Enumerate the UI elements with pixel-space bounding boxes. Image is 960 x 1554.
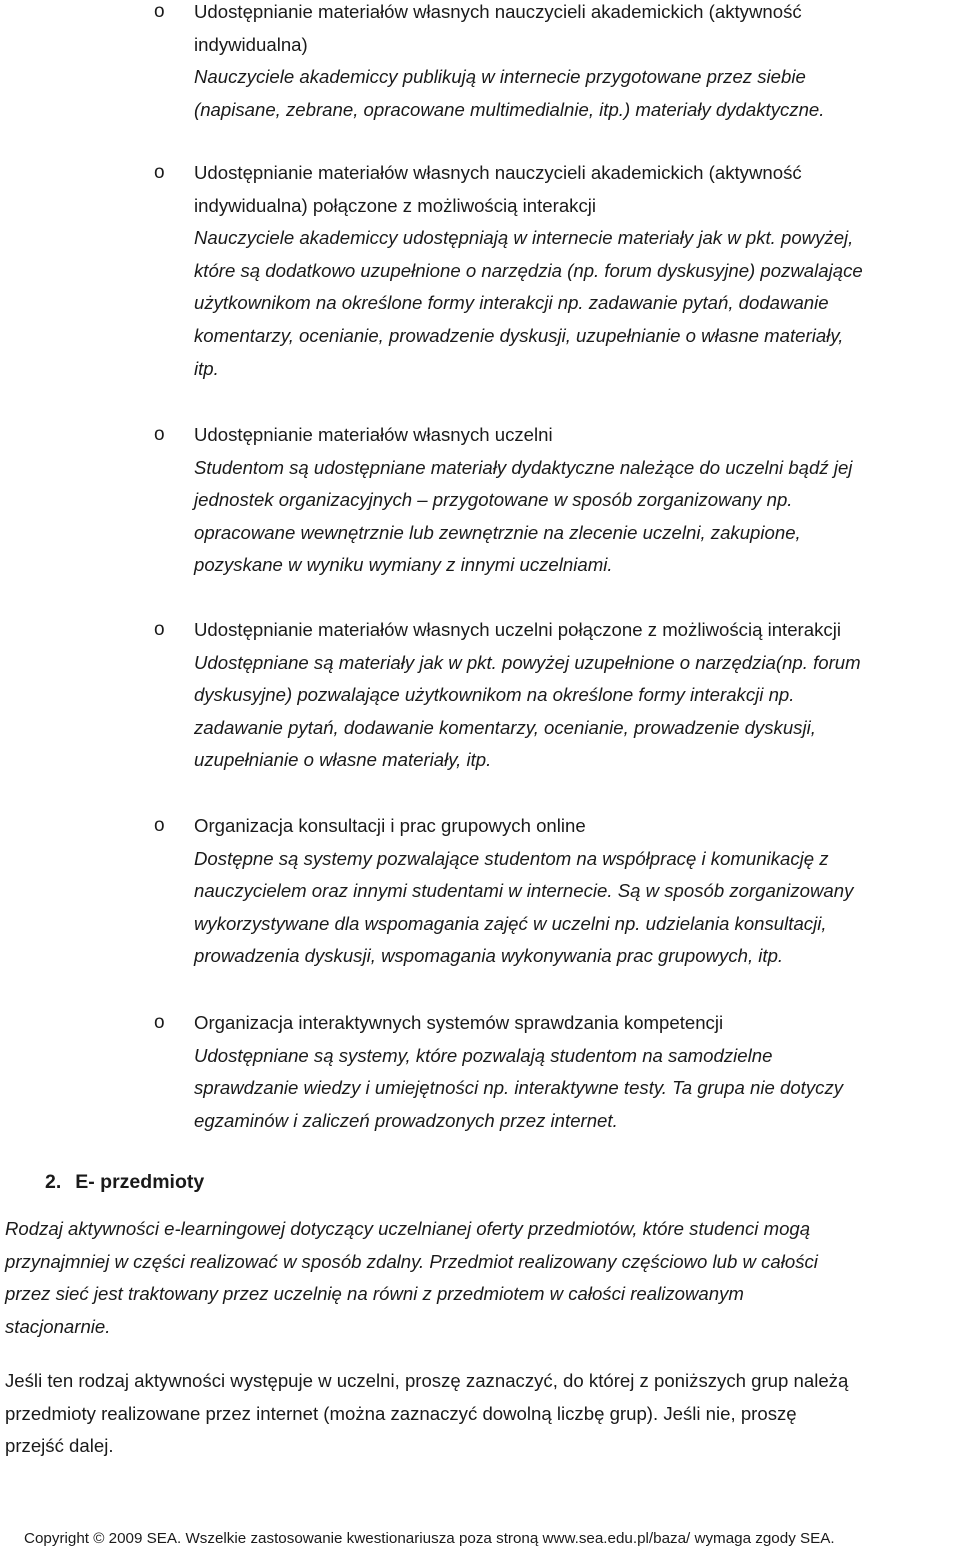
item-title-line: Organizacja interaktywnych systemów sprawdzania kompetencji	[194, 1012, 724, 1033]
section-title: E- przedmioty	[75, 1171, 205, 1193]
item-description-line: (napisane, zebrane, opracowane multimedialnie, itp.) materiały dydaktyczne.	[194, 98, 825, 120]
item-description-line: Dostępne są systemy pozwalające studentom na współpracę i komunikację z	[194, 847, 829, 869]
section-number: 2.	[45, 1171, 62, 1193]
item-description-line: opracowane wewnętrznie lub zewnętrznie na zlecenie uczelni, zakupione,	[194, 521, 801, 543]
paragraph-line: przedmioty realizowane przez internet (można zaznaczyć dowolną liczbę grup). Jeśli nie, proszę	[5, 1402, 797, 1424]
list-item-content	[194, 157, 960, 385]
item-description-line: dyskusyjne) pozwalające użytkownikom na określone formy interakcji np.	[194, 684, 795, 706]
item-description-line: zadawanie pytań, dodawanie komentarzy, ocenianie, prowadzenie dyskusji,	[194, 716, 816, 738]
paragraph-line: Jeśli ten rodzaj aktywności występuje w uczelni, proszę zaznaczyć, do której z poniższych grup należą	[5, 1370, 849, 1391]
item-title-line: Udostępnianie materiałów własnych nauczycieli akademickich (aktywność	[194, 162, 802, 183]
item-description-line: itp.	[194, 357, 219, 379]
list-item-content	[194, 0, 960, 126]
section-heading-e-courses	[45, 1165, 204, 1199]
list-item-content	[194, 810, 960, 973]
item-description-line: Udostępniane są materiały jak w pkt. powyżej uzupełnione o narzędzia(np. forum	[194, 651, 861, 673]
item-description-line: prowadzenia dyskusji, wspomagania wykonywania prac grupowych, itp.	[194, 945, 784, 967]
item-title-line: Udostępnianie materiałów własnych nauczycieli akademickich (aktywność	[194, 1, 802, 22]
item-title-line: Udostępnianie materiałów własnych uczelni połączone z możliwością interakcji	[194, 619, 841, 640]
bullet-circle-icon: o	[154, 815, 165, 836]
bullet-circle-icon: o	[154, 1, 165, 22]
bullet-circle-icon: o	[154, 162, 165, 183]
paragraph-line: przejść dalej.	[5, 1435, 114, 1457]
item-description-line: użytkownikom na określone formy interakcji np. zadawanie pytań, dodawanie	[194, 292, 829, 314]
item-title-line: indywidualna)	[194, 33, 308, 55]
item-description-line: jednostek organizacyjnych – przygotowane w sposób zorganizowany np.	[194, 489, 793, 511]
list-item-content	[194, 419, 960, 582]
item-description-line: Nauczyciele akademiccy udostępniają w internecie materiały jak w pkt. powyżej,	[194, 227, 854, 249]
paragraph-line: przez sieć jest traktowany przez uczelnię na równi z przedmiotem w całości realizowanym	[5, 1283, 744, 1305]
item-description-line: egzaminów i zaliczeń prowadzonych przez internet.	[194, 1109, 618, 1131]
section-instruction-paragraph	[5, 1365, 955, 1463]
paragraph-line: przynajmniej w części realizować w sposób zdalny. Przedmiot realizowany częściowo lub w całości	[5, 1250, 818, 1272]
item-description-line: uzupełnianie o własne materiały, itp.	[194, 749, 492, 771]
item-description-line: wykorzystywane dla wspomagania zajęć w uczelni np. udzielania konsultacji,	[194, 912, 827, 934]
item-description-line: które są dodatkowo uzupełnione o narzędzia (np. forum dyskusyjne) pozwalające	[194, 259, 863, 281]
paragraph-line: stacjonarnie.	[5, 1315, 111, 1337]
copyright-footer: Copyright © 2009 SEA. Wszelkie zastosowanie kwestionariusza poza stroną www.sea.edu.pl/baza/ wymaga zgody SEA.	[24, 1530, 835, 1547]
paragraph-line: Rodzaj aktywności e-learningowej dotyczący uczelnianej oferty przedmiotów, które studenci mogą	[5, 1218, 811, 1239]
bullet-circle-icon: o	[154, 619, 165, 640]
item-description-line: Studentom są udostępniane materiały dydaktyczne należące do uczelni bądź jej	[194, 456, 853, 478]
item-description-line: nauczycielem oraz innymi studentami w internecie. Są w sposób zorganizowany	[194, 880, 854, 902]
item-description-line: sprawdzanie wiedzy i umiejętności np. interaktywne testy. Ta grupa nie dotyczy	[194, 1077, 844, 1099]
item-description-line: pozyskane w wyniku wymiany z innymi uczelniami.	[194, 554, 613, 576]
item-title-line: indywidualna) połączone z możliwością interakcji	[194, 194, 597, 216]
section-definition-paragraph	[5, 1213, 955, 1343]
item-title-line: Udostępnianie materiałów własnych uczelni	[194, 424, 553, 445]
bullet-circle-icon: o	[154, 424, 165, 445]
list-item-content	[194, 1007, 960, 1137]
item-description-line: Udostępniane są systemy, które pozwalają studentom na samodzielne	[194, 1044, 773, 1066]
item-title-line: Organizacja konsultacji i prac grupowych online	[194, 815, 586, 836]
item-description-line: Nauczyciele akademiccy publikują w internecie przygotowane przez siebie	[194, 66, 806, 88]
bullet-circle-icon: o	[154, 1012, 165, 1033]
item-description-line: komentarzy, ocenianie, prowadzenie dyskusji, uzupełnianie o własne materiały,	[194, 324, 844, 346]
list-item-content	[194, 614, 960, 777]
